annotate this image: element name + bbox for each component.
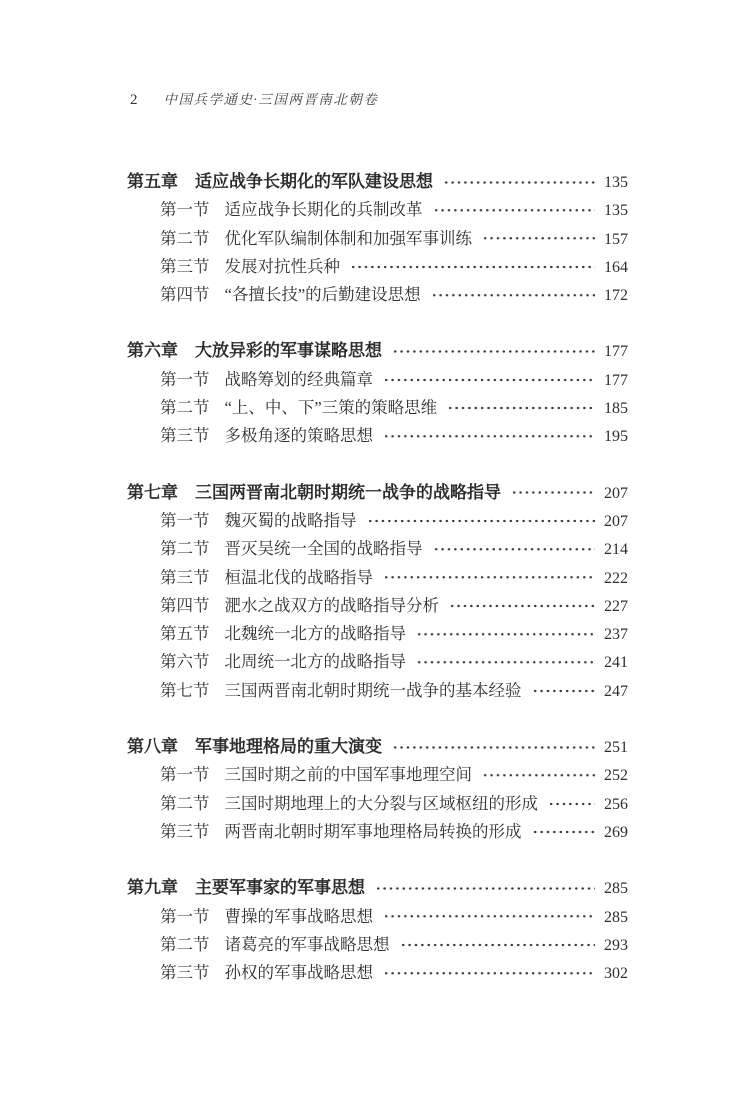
section-page-number: 252 xyxy=(604,767,628,785)
section-label: 第一节 xyxy=(160,369,210,389)
toc-section-row xyxy=(127,818,628,846)
section-label: 第五节 xyxy=(160,624,210,644)
section-label: 第六节 xyxy=(160,652,210,672)
chapter-label: 第五章 xyxy=(127,172,178,191)
chapter-label: 第八章 xyxy=(127,737,178,757)
section-title: 孙权的军事战略思想 xyxy=(224,963,373,983)
toc-chapter-row xyxy=(127,733,628,761)
section-page-number: 185 xyxy=(604,400,628,418)
page-header xyxy=(130,88,378,109)
chapter-label: 第七章 xyxy=(127,482,178,502)
section-label: 第二节 xyxy=(160,934,210,954)
section-label: 第三节 xyxy=(160,821,210,841)
section-label: 第三节 xyxy=(160,963,210,983)
chapter-page-number: 207 xyxy=(604,484,628,502)
section-label: 第三节 xyxy=(160,567,210,587)
section-title: 两晋南北朝时期军事地理格局转换的形成 xyxy=(224,821,522,841)
section-label: 第二节 xyxy=(160,228,210,248)
dot-leader xyxy=(392,739,595,756)
section-title: “各擅长技”的后勤建设思想 xyxy=(224,285,421,305)
section-page-number: 302 xyxy=(604,965,628,983)
folio-page-number: 2 xyxy=(130,92,138,108)
section-title: 适应战争长期化的兵制改革 xyxy=(224,200,423,220)
toc-section-row xyxy=(127,225,628,253)
section-title: 北周统一北方的战略指导 xyxy=(224,652,406,672)
section-page-number: 177 xyxy=(604,371,628,389)
section-title: 发展对抗性兵种 xyxy=(224,256,340,276)
dot-leader xyxy=(400,937,596,954)
toc-list xyxy=(127,168,628,987)
section-title: 三国两晋南北朝时期统一战争的基本经验 xyxy=(224,680,522,700)
toc-chapter-row xyxy=(127,168,628,196)
section-page-number: 247 xyxy=(604,682,628,700)
toc-section-row xyxy=(127,253,628,281)
dot-leader xyxy=(431,287,595,304)
section-page-number: 269 xyxy=(604,823,628,841)
dot-leader xyxy=(532,683,596,700)
toc-section-row xyxy=(127,959,628,987)
section-label: 第三节 xyxy=(160,426,210,446)
toc-section-row xyxy=(127,507,628,535)
toc-section-row xyxy=(127,903,628,931)
section-label: 第一节 xyxy=(160,906,210,926)
chapter-title: 主要军事家的军事思想 xyxy=(195,878,365,898)
section-page-number: 256 xyxy=(604,795,628,813)
section-page-number: 241 xyxy=(604,654,628,672)
dot-leader xyxy=(433,202,596,219)
toc-chapter-block xyxy=(127,168,628,309)
dot-leader xyxy=(447,400,595,417)
toc-section-row xyxy=(127,564,628,592)
section-title: 战略筹划的经典篇章 xyxy=(224,369,373,389)
section-page-number: 285 xyxy=(604,908,628,926)
section-title: 淝水之战双方的战略指导分析 xyxy=(224,595,439,615)
toc-section-row xyxy=(127,281,628,309)
toc-section-row xyxy=(127,535,628,563)
toc-section-row xyxy=(127,620,628,648)
section-label: 第一节 xyxy=(160,765,210,785)
section-page-number: 207 xyxy=(604,512,628,530)
toc-chapter-row xyxy=(127,874,628,902)
section-page-number: 214 xyxy=(604,541,628,559)
dot-leader xyxy=(511,484,595,501)
toc-chapter-block xyxy=(127,874,628,987)
section-title: 优化军队编制体制和加强军事训练 xyxy=(224,228,472,248)
section-label: 第一节 xyxy=(160,200,210,220)
chapter-title: 适应战争长期化的军队建设思想 xyxy=(195,172,433,191)
chapter-page-number: 285 xyxy=(604,880,628,898)
dot-leader xyxy=(416,654,595,671)
dot-leader xyxy=(548,796,595,813)
toc-section-row xyxy=(127,761,628,789)
section-label: 第二节 xyxy=(160,398,210,418)
section-title: 桓温北伐的战略指导 xyxy=(224,567,373,587)
dot-leader xyxy=(383,965,595,982)
section-label: 第二节 xyxy=(160,793,210,813)
toc-chapter-row xyxy=(127,337,628,365)
toc-section-row xyxy=(127,394,628,422)
section-label: 第四节 xyxy=(160,595,210,615)
section-title: 三国时期之前的中国军事地理空间 xyxy=(224,765,472,785)
toc-section-row xyxy=(127,790,628,818)
section-title: 三国时期地理上的大分裂与区域枢纽的形成 xyxy=(224,793,538,813)
toc-chapter-row xyxy=(127,479,628,507)
section-label: 第一节 xyxy=(160,510,210,530)
section-page-number: 164 xyxy=(604,258,628,276)
dot-leader xyxy=(433,541,596,558)
toc-chapter-block xyxy=(127,337,628,450)
chapter-label: 第六章 xyxy=(127,341,178,361)
toc-section-row xyxy=(127,677,628,705)
toc-section-row xyxy=(127,196,628,224)
section-label: 第四节 xyxy=(160,285,210,305)
section-title: 诸葛亮的军事战略思想 xyxy=(224,934,390,954)
dot-leader xyxy=(443,174,595,191)
dot-leader xyxy=(383,908,595,925)
toc-section-row xyxy=(127,422,628,450)
dot-leader xyxy=(392,343,595,360)
section-label: 第二节 xyxy=(160,539,210,559)
dot-leader xyxy=(383,372,595,389)
chapter-page-number: 177 xyxy=(604,343,628,361)
section-title: 晋灭吴统一全国的战略指导 xyxy=(224,539,423,559)
section-page-number: 227 xyxy=(604,597,628,615)
toc-section-row xyxy=(127,592,628,620)
section-page-number: 157 xyxy=(604,230,628,248)
section-page-number: 195 xyxy=(604,428,628,446)
chapter-page-number: 251 xyxy=(604,739,628,757)
toc-chapter-block xyxy=(127,479,628,705)
toc-section-row xyxy=(127,366,628,394)
section-page-number: 135 xyxy=(604,202,628,220)
section-page-number: 172 xyxy=(604,287,628,305)
dot-leader xyxy=(367,513,596,530)
toc-section-row xyxy=(127,931,628,959)
section-title: 多极角逐的策略思想 xyxy=(224,426,373,446)
section-title: 北魏统一北方的战略指导 xyxy=(224,624,406,644)
toc-section-row xyxy=(127,648,628,676)
chapter-title: 三国两晋南北朝时期统一战争的战略指导 xyxy=(195,482,501,502)
dot-leader xyxy=(416,626,595,643)
section-page-number: 222 xyxy=(604,569,628,587)
dot-leader xyxy=(532,824,596,841)
running-title: 中国兵学通史·三国两晋南北朝卷 xyxy=(163,92,379,107)
chapter-title: 大放异彩的军事谋略思想 xyxy=(195,341,382,361)
dot-leader xyxy=(482,230,595,247)
dot-leader xyxy=(482,767,595,784)
dot-leader xyxy=(449,598,595,615)
dot-leader xyxy=(375,880,595,897)
section-title: 曹操的军事战略思想 xyxy=(224,906,373,926)
chapter-label: 第九章 xyxy=(127,878,178,898)
section-title: “上、中、下”三策的策略思维 xyxy=(224,398,438,418)
chapter-title: 军事地理格局的重大演变 xyxy=(195,737,382,757)
dot-leader xyxy=(383,569,595,586)
section-label: 第七节 xyxy=(160,680,210,700)
dot-leader xyxy=(350,259,595,276)
dot-leader xyxy=(383,428,595,445)
section-title: 魏灭蜀的战略指导 xyxy=(224,510,357,530)
chapter-page-number: 135 xyxy=(604,174,628,191)
section-page-number: 237 xyxy=(604,626,628,644)
section-label: 第三节 xyxy=(160,256,210,276)
section-page-number: 293 xyxy=(604,936,628,954)
toc-chapter-block xyxy=(127,733,628,846)
